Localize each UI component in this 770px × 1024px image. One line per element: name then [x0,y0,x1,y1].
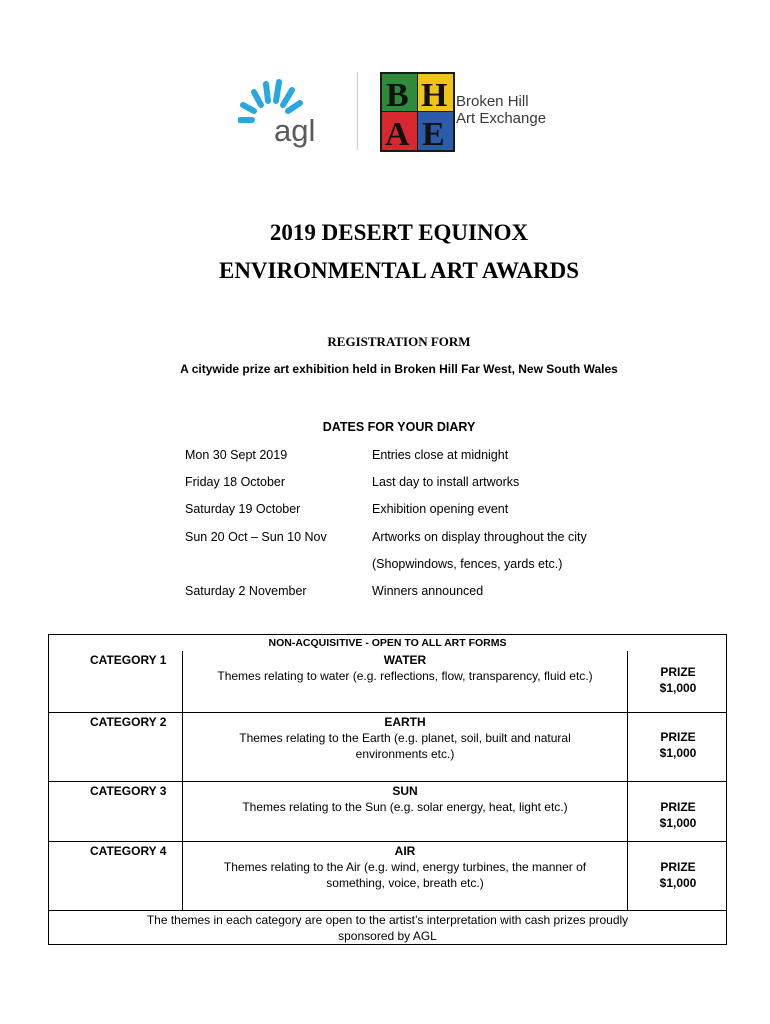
event-text: (Shopwindows, fences, yards etc.) [372,557,563,571]
title-line1: 2019 DESERT EQUINOX [269,220,529,245]
theme-description: Themes relating to the Air (e.g. wind, energy turbines, the manner of something, voice, breath etc.) [223,860,587,890]
form-subtitle: REGISTRATION FORM [327,334,471,349]
svg-text:E: E [422,116,445,152]
prize-amount: $1,000 [659,681,697,695]
date-text: Saturday 19 October [185,502,301,516]
event-text: Exhibition opening event [372,502,509,516]
theme-name: SUN [392,784,418,798]
prize-amount: $1,000 [659,746,697,760]
theme-description: Themes relating to the Earth (e.g. planet, soil, built and natural environments etc.) [239,731,571,761]
diary-heading: DATES FOR YOUR DIARY [322,420,476,434]
svg-text:B: B [386,77,409,114]
event-text: Last day to install artworks [372,475,520,489]
category-label: CATEGORY 2 [90,715,167,729]
category-label: CATEGORY 3 [90,784,167,798]
date-text: Saturday 2 November [185,584,307,598]
prize-label: PRIZE [660,730,696,744]
prize-amount: $1,000 [659,816,697,830]
date-text: Sun 20 Oct – Sun 10 Nov [185,530,327,544]
date-text: Friday 18 October [185,475,286,489]
category-label: CATEGORY 4 [90,844,167,858]
table-header: NON-ACQUISITIVE - OPEN TO ALL ART FORMS [268,637,507,649]
prize-label: PRIZE [660,800,696,814]
agl-logo [238,70,333,150]
bhae-line1: Broken Hill [456,93,529,110]
logo-divider [357,72,358,150]
category-theme [213,714,597,762]
bhae-line2: Art Exchange [456,110,547,127]
date-row [0,584,770,602]
date-row [0,448,770,466]
theme-name: WATER [383,653,427,667]
theme-name: AIR [394,844,416,858]
broken-hill-art-exchange-logo [380,72,455,152]
theme-description: Themes relating to water (e.g. reflections, flow, transparency, fluid etc.) [217,669,593,683]
prize-amount: $1,000 [659,876,697,890]
category-theme [183,783,627,815]
theme-name: EARTH [384,715,426,729]
category-table [48,634,727,945]
event-text: Entries close at midnight [372,448,509,462]
svg-text:H: H [421,77,448,114]
prize-label: PRIZE [660,860,696,874]
prize-cell [629,799,727,831]
prize-label: PRIZE [660,665,696,679]
row-divider [49,910,726,911]
category-theme [183,652,627,684]
agl-logo-text: agl [274,113,316,148]
tagline: A citywide prize art exhibition held in Broken Hill Far West, New South Wales [180,362,618,376]
category-label: CATEGORY 1 [90,653,167,667]
row-divider [49,781,726,782]
table-footnote [49,912,726,944]
event-text: Artworks on display throughout the city [372,530,587,544]
title-line2: ENVIRONMENTAL ART AWARDS [218,258,580,283]
date-row [0,502,770,520]
svg-text:A: A [385,116,410,152]
footnote-text: The themes in each category are open to the artist’s interpretation with cash prizes proudly sponsored by AGL [146,913,629,943]
bhae-wordmark [456,93,546,127]
prize-cell [629,729,727,761]
row-divider [49,712,726,713]
prize-cell [629,664,727,696]
date-row [0,530,770,548]
date-row [0,475,770,493]
page-title [0,214,770,290]
date-text: Mon 30 Sept 2019 [185,448,288,462]
row-divider [49,841,726,842]
theme-description: Themes relating to the Sun (e.g. solar energy, heat, light etc.) [242,800,568,814]
category-theme [203,843,607,891]
event-text: Winners announced [372,584,484,598]
date-row [0,557,770,575]
prize-cell [629,859,727,891]
